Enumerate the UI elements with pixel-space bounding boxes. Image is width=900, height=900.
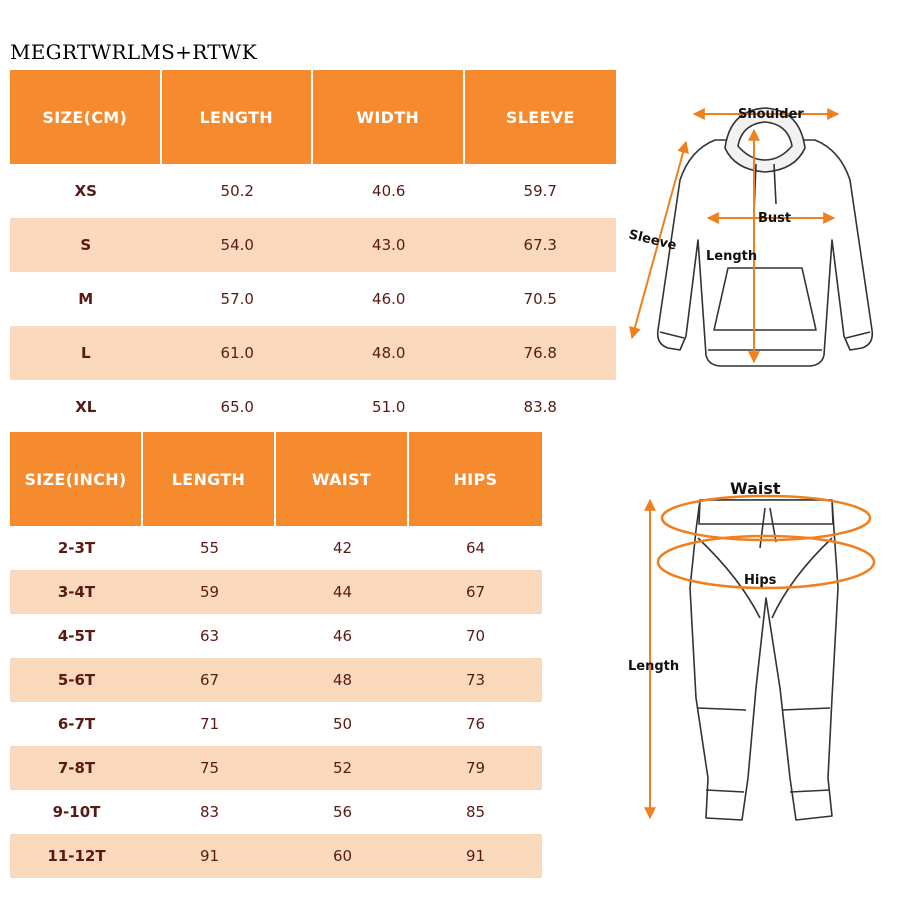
waist-cell: 60 xyxy=(276,834,409,878)
length-cell: 50.2 xyxy=(220,182,254,200)
hoodie-length-label: Length xyxy=(706,249,758,264)
size-cell: 2-3T xyxy=(57,539,96,557)
table-row xyxy=(10,570,542,614)
header-size-cm: SIZE(CM) xyxy=(10,70,162,164)
width-cell: 40.6 xyxy=(372,182,406,200)
table-row xyxy=(10,164,616,218)
length-cell: 55 xyxy=(199,539,220,557)
table-row xyxy=(10,614,542,658)
table-row xyxy=(10,790,542,834)
hips-cell: 76 xyxy=(465,715,486,733)
sleeve-cell: 76.8 xyxy=(465,326,617,380)
size-cell: M xyxy=(78,290,94,308)
hips-cell: 73 xyxy=(409,658,542,702)
waist-cell: 52 xyxy=(276,746,409,790)
table-row xyxy=(10,746,542,790)
size-cell: 9-10T xyxy=(52,803,101,821)
header-waist: WAIST xyxy=(276,432,409,526)
table-row xyxy=(10,218,616,272)
size-cell: 4-5T xyxy=(57,627,96,645)
length-cell: 65.0 xyxy=(220,398,254,416)
sleeve-cell: 67.3 xyxy=(465,218,617,272)
hips-cell: 70 xyxy=(465,627,486,645)
size-cell: 3-4T xyxy=(10,570,143,614)
size-chart-title: MEGRTWRLMS+RTWK xyxy=(10,40,257,64)
hips-cell: 85 xyxy=(465,803,486,821)
size-cell: XS xyxy=(74,182,97,200)
waist-cell: 48 xyxy=(276,658,409,702)
table-row xyxy=(10,658,542,702)
sleeve-cell: 83.8 xyxy=(523,398,557,416)
hips-cell: 64 xyxy=(465,539,486,557)
length-cell: 67 xyxy=(143,658,276,702)
shoulder-label: Shoulder xyxy=(738,107,804,122)
table-row xyxy=(10,702,542,746)
header-sleeve: SLEEVE xyxy=(465,70,617,164)
table-row xyxy=(10,380,616,434)
size-cell: 11-12T xyxy=(10,834,143,878)
table-header-row xyxy=(10,432,542,526)
length-cell: 63 xyxy=(199,627,220,645)
pants-outline-icon xyxy=(690,500,838,820)
size-cell: L xyxy=(10,326,162,380)
header-length: LENGTH xyxy=(162,70,314,164)
length-cell: 91 xyxy=(143,834,276,878)
hips-cell: 67 xyxy=(409,570,542,614)
width-cell: 43.0 xyxy=(313,218,465,272)
header-size-inch: SIZE(INCH) xyxy=(10,432,143,526)
table-row xyxy=(10,526,542,570)
length-cell: 83 xyxy=(199,803,220,821)
hoodie-diagram xyxy=(620,100,890,390)
waist-label: Waist xyxy=(730,479,781,498)
inch-size-table xyxy=(10,432,542,878)
waist-cell: 50 xyxy=(332,715,353,733)
sleeve-cell: 70.5 xyxy=(523,290,557,308)
hips-cell: 91 xyxy=(409,834,542,878)
pants-diagram xyxy=(620,478,890,848)
length-cell: 75 xyxy=(143,746,276,790)
header-hips: HIPS xyxy=(409,432,542,526)
hips-cell: 79 xyxy=(409,746,542,790)
length-cell: 54.0 xyxy=(162,218,314,272)
size-cell: 7-8T xyxy=(10,746,143,790)
width-cell: 46.0 xyxy=(372,290,406,308)
header-width: WIDTH xyxy=(313,70,465,164)
hips-label: Hips xyxy=(744,573,777,588)
table-row xyxy=(10,272,616,326)
waist-cell: 42 xyxy=(332,539,353,557)
pants-length-label: Length xyxy=(628,659,680,674)
header-length: LENGTH xyxy=(143,432,276,526)
table-row xyxy=(10,834,542,878)
length-cell: 71 xyxy=(199,715,220,733)
waist-cell: 44 xyxy=(276,570,409,614)
table-header-row xyxy=(10,70,616,164)
cm-size-table xyxy=(10,70,616,434)
sleeve-label: Sleeve xyxy=(627,227,678,254)
length-cell: 61.0 xyxy=(162,326,314,380)
size-cell: S xyxy=(10,218,162,272)
width-cell: 51.0 xyxy=(372,398,406,416)
table-row xyxy=(10,326,616,380)
waist-cell: 46 xyxy=(332,627,353,645)
hoodie-outline-icon xyxy=(658,108,873,366)
width-cell: 48.0 xyxy=(313,326,465,380)
waist-cell: 56 xyxy=(332,803,353,821)
size-cell: 5-6T xyxy=(10,658,143,702)
length-cell: 57.0 xyxy=(220,290,254,308)
sleeve-cell: 59.7 xyxy=(523,182,557,200)
size-cell: XL xyxy=(75,398,97,416)
length-cell: 59 xyxy=(143,570,276,614)
size-cell: 6-7T xyxy=(57,715,96,733)
bust-label: Bust xyxy=(758,211,792,226)
